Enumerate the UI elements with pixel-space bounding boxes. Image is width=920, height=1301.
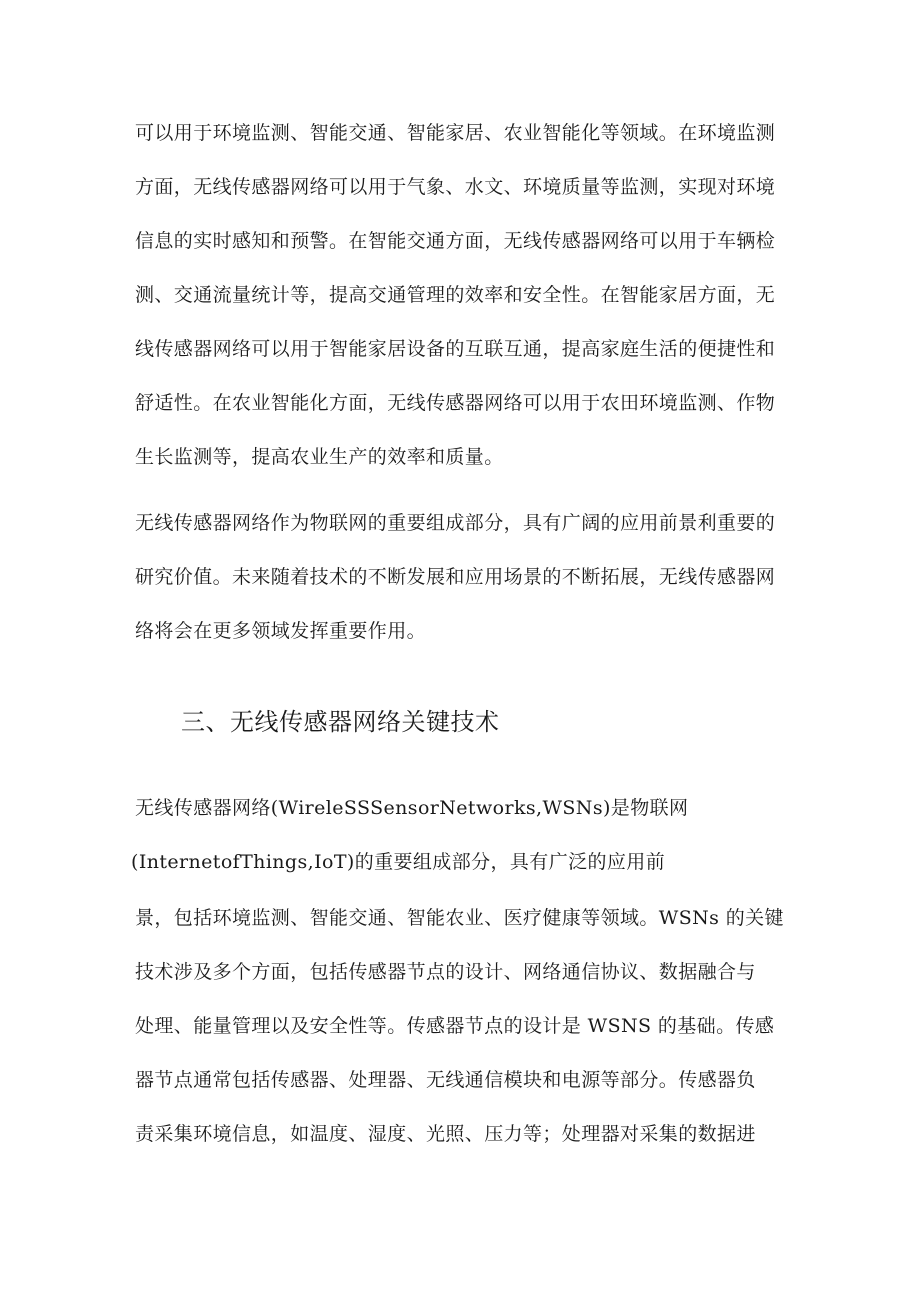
paragraph-3-line-1: 无线传感器网络(WireleSSSensorNetworks,WSNs)是物联网 [135,797,689,819]
paragraph-3-line-2: (InternetofThings,IoT)的重要组成部分，具有广泛的应用前 [131,851,666,873]
section-heading: 三、无线传感器网络关键技术 [181,708,500,736]
paragraph-3-line-4: 技术涉及多个方面，包括传感器节点的设计、网络通信协议、数据融合与 [135,961,756,983]
paragraph-3-line-7: 责采集环境信息，如温度、湿度、光照、压力等；处理器对采集的数据进 [135,1123,756,1145]
paragraph-1-line-7: 生长监测等，提高农业生产的效率和质量。 [135,446,504,468]
paragraph-1-line-3: 信息的实时感知和预警。在智能交通方面，无线传感器网络可以用于车辆检 [135,230,776,252]
paragraph-1-line-6: 舒适性。在农业智能化方面，无线传感器网络可以用于农田环境监测、作物 [135,392,776,414]
paragraph-3-line-3: 景，包括环境监测、智能交通、智能农业、医疗健康等领域。WSNs 的关键 [135,907,784,929]
paragraph-2-line-1: 无线传感器网络作为物联网的重要组成部分，具有广阔的应用前景利重要的 [135,512,776,534]
paragraph-1-line-2: 方面，无线传感器网络可以用于气象、水文、环境质量等监测，实现对环境 [135,176,776,198]
paragraph-3-line-5: 处理、能量管理以及安全性等。传感器节点的设计是 WSNS 的基础。传感 [135,1015,775,1037]
paragraph-2-line-2: 研究价值。未来随着技术的不断发展和应用场景的不断拓展，无线传感器网 [135,566,776,588]
paragraph-3-line-6: 器节点通常包括传感器、处理器、无线通信模块和电源等部分。传感器负 [135,1069,756,1091]
paragraph-1-line-5: 线传感器网络可以用于智能家居设备的互联互通，提高家庭生活的便捷性和 [135,338,776,360]
paragraph-1-line-4: 测、交通流量统计等，提高交通管理的效率和安全性。在智能家居方面，无 [135,284,776,306]
paragraph-1-line-1: 可以用于环境监测、智能交通、智能家居、农业智能化等领域。在环境监测 [135,122,776,144]
paragraph-2-line-3: 络将会在更多领域发挥重要作用。 [135,620,427,642]
